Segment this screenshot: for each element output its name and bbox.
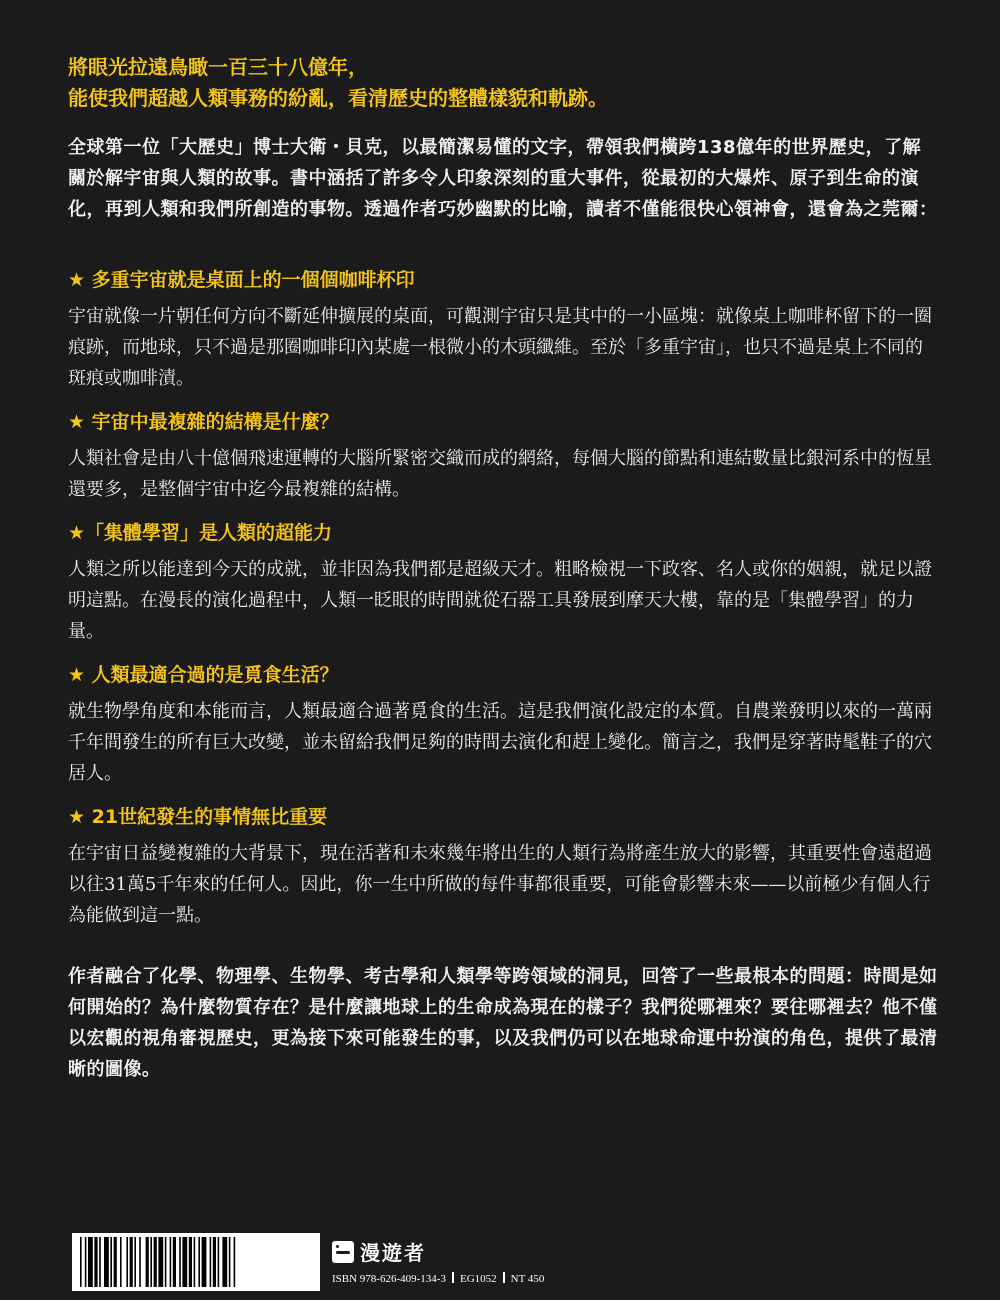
- barcode-bar: [154, 1237, 157, 1287]
- section-title: ★ 人類最適合過的是覓食生活？: [68, 664, 339, 686]
- section-multiverse: [68, 265, 938, 394]
- section-body: 就生物學角度和本能而言，人類最適合過著覓食的生活。這是我們演化設定的本質。自農業發明以來的一萬兩千年間發生的所有巨大改變，並未留給我們足夠的時間去演化和趕上變化。簡言之，我們是穿著時髦鞋子的穴居人。: [68, 701, 932, 784]
- publisher-mark-icon: [332, 1241, 354, 1263]
- barcode-bar: [110, 1237, 112, 1287]
- publisher-name: 漫遊者: [360, 1241, 426, 1265]
- barcode-bar: [218, 1237, 220, 1287]
- highlight-sections: [68, 265, 938, 931]
- barcode-bar: [134, 1237, 136, 1287]
- barcode-bar: [126, 1237, 128, 1287]
- closing-paragraph: 作者融合了化學、物理學、生物學、考古學和人類學等跨領域的洞見，回答了一些最根本的問題：時間是如何開始的？為什麼物質存在？是什麼讓地球上的生命成為現在的樣子？我們從哪裡來？要往哪裡去？他不僅以宏觀的視角審視歷史，更為接下來可能發生的事，以及我們仍可以在地球命運中扮演的角色，提供了最清晰的圖像。: [68, 966, 938, 1080]
- barcode-bar: [94, 1237, 97, 1287]
- barcode-bar: [229, 1237, 231, 1287]
- barcode-bar: [80, 1237, 82, 1287]
- section-title: ★「集體學習」是人類的超能力: [68, 522, 333, 544]
- barcode-bar: [99, 1237, 101, 1287]
- barcode: [72, 1233, 320, 1291]
- barcode-bar: [213, 1237, 216, 1287]
- section-title: ★ 宇宙中最複雜的結構是什麼？: [68, 411, 339, 433]
- publication-info: [332, 1272, 550, 1285]
- section-title: ★ 21世紀發生的事情無比重要: [68, 806, 328, 828]
- barcode-bar: [173, 1237, 176, 1287]
- barcode-bar: [179, 1237, 181, 1287]
- section-body: 宇宙就像一片朝任何方向不斷延伸擴展的桌面，可觀測宇宙只是其中的一小區塊：就像桌上咖啡杯留下的一圈痕跡，而地球，只不過是那圈咖啡印內某處一根微小的木頭纖維。至於「多重宇宙」，也只不過是桌上不同的斑痕或咖啡漬。: [68, 306, 932, 389]
- section-collective-learning: [68, 518, 938, 647]
- barcode-bar: [189, 1237, 192, 1287]
- barcode-graphic: [72, 1233, 320, 1291]
- barcode-bar: [120, 1237, 122, 1287]
- barcode-bar: [104, 1237, 109, 1287]
- publisher-block: [332, 1237, 550, 1285]
- barcode-bar: [182, 1237, 187, 1287]
- section-body: 人類社會是由八十億個飛速運轉的大腦所緊密交織而成的網絡，每個大腦的節點和連結數量比銀河系中的恆星還要多，是整個宇宙中迄今最複雜的結構。: [68, 448, 932, 500]
- back-cover-content: [68, 52, 938, 1085]
- barcode-bar: [170, 1237, 172, 1287]
- section-complex-structure: [68, 407, 938, 505]
- product-code: EG1052: [459, 1273, 497, 1285]
- section-body: 人類之所以能達到今天的成就，並非因為我們都是超級天才。粗略檢視一下政客、名人或你的姻親，就足以證明這點。在漫長的演化過程中，人類一眨眼的時間就從石器工具發展到摩天大樓，靠的是「集體學習」的力量。: [68, 559, 932, 642]
- barcode-bar: [114, 1237, 117, 1287]
- barcode-bar: [146, 1237, 149, 1287]
- section-foraging: [68, 660, 938, 789]
- barcode-bar: [130, 1237, 133, 1287]
- barcode-bar: [150, 1237, 152, 1287]
- intro-paragraph: 全球第一位「大歷史」博士大衛・貝克，以最簡潔易懂的文字，帶領我們橫跨138億年的世界歷史，了解關於解宇宙與人類的故事。書中涵括了許多令人印象深刻的重大事件，從最初的大爆炸、原子到生命的演化，再到人類和我們所創造的事物。透過作者巧妙幽默的比喻，讀者不僅能很快心領神會，還會為之莞爾：: [68, 137, 938, 220]
- barcode-bar: [165, 1237, 167, 1287]
- headline-line-1: 將眼光拉遠鳥瞰一百三十八億年，: [68, 55, 368, 79]
- barcode-bar: [88, 1237, 93, 1287]
- barcode-bar: [210, 1237, 212, 1287]
- headline: [68, 52, 938, 114]
- barcode-bar: [85, 1237, 87, 1287]
- barcode-bar: [139, 1237, 141, 1287]
- barcode-bar: [198, 1237, 200, 1287]
- headline-line-2: 能使我們超越人類事務的紛亂，看清歷史的整體樣貌和軌跡。: [68, 86, 608, 110]
- barcode-bar: [158, 1237, 163, 1287]
- isbn: ISBN 978-626-409-134-3: [332, 1273, 446, 1285]
- barcode-bar: [222, 1237, 227, 1287]
- divider: [503, 1272, 505, 1283]
- section-title: ★ 多重宇宙就是桌面上的一個個咖啡杯印: [68, 269, 415, 291]
- price: NT 450: [510, 1273, 545, 1285]
- section-body: 在宇宙日益變複雜的大背景下，現在活著和未來幾年將出生的人類行為將產生放大的影響，其重要性會遠超過以往31萬5千年來的任何人。因此，你一生中所做的每件事都很重要，可能會影響未來——以前極少有個人行為能做到這一點。: [68, 843, 932, 926]
- divider: [452, 1272, 454, 1283]
- barcode-bar: [234, 1237, 236, 1287]
- publisher-logo: [332, 1237, 550, 1266]
- barcode-bar: [194, 1237, 196, 1287]
- barcode-bar: [202, 1237, 207, 1287]
- section-21st-century: [68, 802, 938, 931]
- cover-footer: [72, 1233, 672, 1293]
